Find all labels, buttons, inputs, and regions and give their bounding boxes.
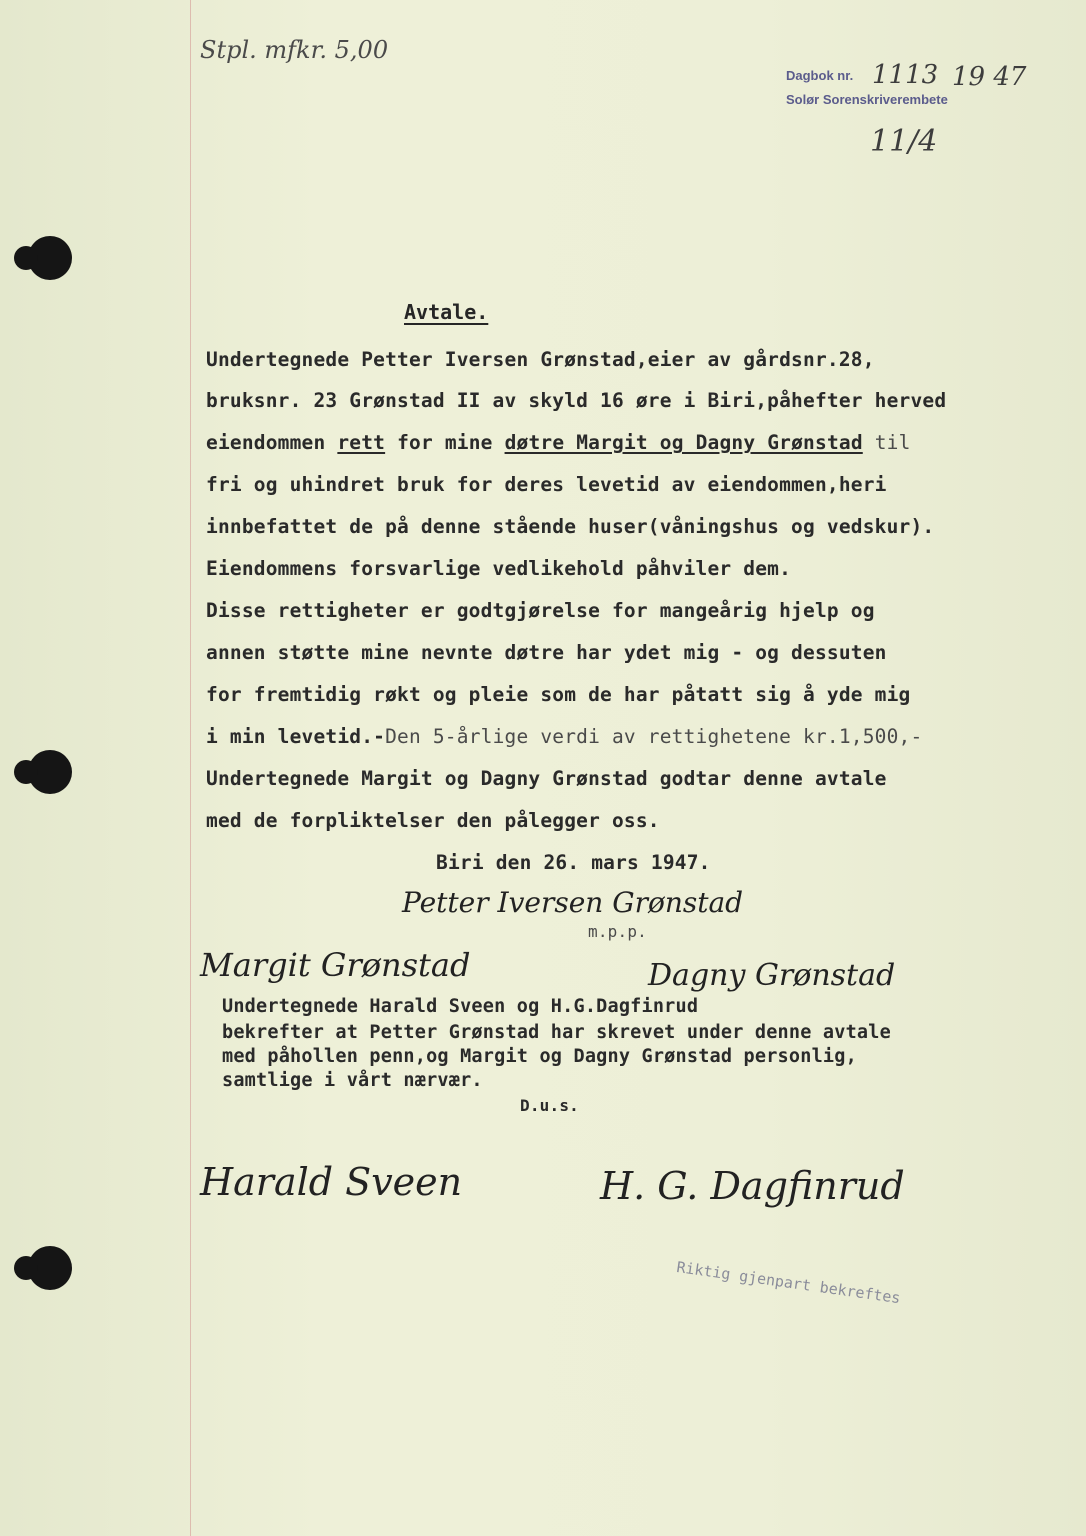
witness-line-2: bekrefter at Petter Grønstad har skrevet under denne avtale: [222, 1022, 891, 1043]
body-line-12: med de forpliktelser den pålegger oss.: [206, 809, 660, 832]
witness-line-4: samtlige i vårt nærvær.: [222, 1070, 483, 1091]
punch-hole-middle: [28, 750, 72, 794]
body-line-5: innbefattet de på denne stående huser(våningshus og vedskur).: [206, 515, 935, 538]
mpp-note: m.p.p.: [588, 922, 647, 941]
body-line-10-part-b: Den 5-årlige verdi av rettighetene kr.1,500,-: [385, 725, 923, 748]
body-line-3-underlined-daughters: døtre Margit og Dagny Grønstad: [504, 431, 863, 454]
body-line-8: annen støtte mine nevnte døtre har ydet mig - og dessuten: [206, 641, 887, 664]
signature-petter: Petter Iversen Grønstad: [402, 886, 744, 919]
body-line-9: for fremtidig røkt og pleie som de har påtatt sig å yde mig: [206, 683, 911, 706]
witness-line-1: Undertegnede Harald Sveen og H.G.Dagfinrud: [222, 996, 699, 1017]
signature-margit: Margit Grønstad: [200, 946, 471, 984]
witness-line-3: med påhollen penn,og Margit og Dagny Grønstad personlig,: [222, 1046, 857, 1067]
body-line-3-underlined-right: rett: [337, 431, 386, 454]
body-line-3-part-b: for mine: [397, 431, 493, 454]
body-line-3-part-c: til: [874, 431, 911, 454]
stamp-date: 11/4: [870, 124, 938, 159]
stamp-duty-note: Stpl. mfkr. 5,00: [200, 36, 389, 64]
signature-harald: Harald Sveen: [200, 1160, 463, 1204]
punch-hole-top: [28, 236, 72, 280]
body-line-10: [206, 725, 922, 748]
signature-dagny: Dagny Grønstad: [648, 958, 896, 993]
signature-hg: H. G. Dagfinrud: [600, 1164, 905, 1208]
body-line-7: Disse rettigheter er godtgjørelse for mangeårig hjelp og: [206, 599, 875, 622]
body-line-11: Undertegnede Margit og Dagny Grønstad godtar denne avtale: [206, 767, 887, 790]
body-line-3: [206, 431, 911, 454]
certification-stamp: Riktig gjenpart bekreftes: [675, 1258, 902, 1308]
stamp-office: Solør Sorenskriverembete: [786, 92, 948, 107]
body-line-4: fri og uhindret bruk for deres levetid av eiendommen,heri: [206, 473, 887, 496]
dus-note: D.u.s.: [520, 1096, 579, 1115]
body-line-6: Eiendommens forsvarlige vedlikehold påhviler dem.: [206, 557, 792, 580]
stamp-number: 1113: [872, 60, 939, 90]
document-title: Avtale.: [404, 300, 489, 324]
body-line-10-part-a: i min levetid.-: [206, 725, 386, 748]
body-line-3-part-a: eiendommen: [206, 431, 326, 454]
body-line-2: bruksnr. 23 Grønstad II av skyld 16 øre i Biri,påhefter herved: [206, 389, 947, 412]
punch-hole-bottom: [28, 1246, 72, 1290]
stamp-year: 19 47: [952, 62, 1027, 92]
stamp-label: Dagbok nr.: [786, 68, 854, 83]
place-and-date: Biri den 26. mars 1947.: [436, 851, 711, 874]
margin-rule: [190, 0, 191, 1536]
body-line-1: Undertegnede Petter Iversen Grønstad,eier av gårdsnr.28,: [206, 348, 875, 371]
